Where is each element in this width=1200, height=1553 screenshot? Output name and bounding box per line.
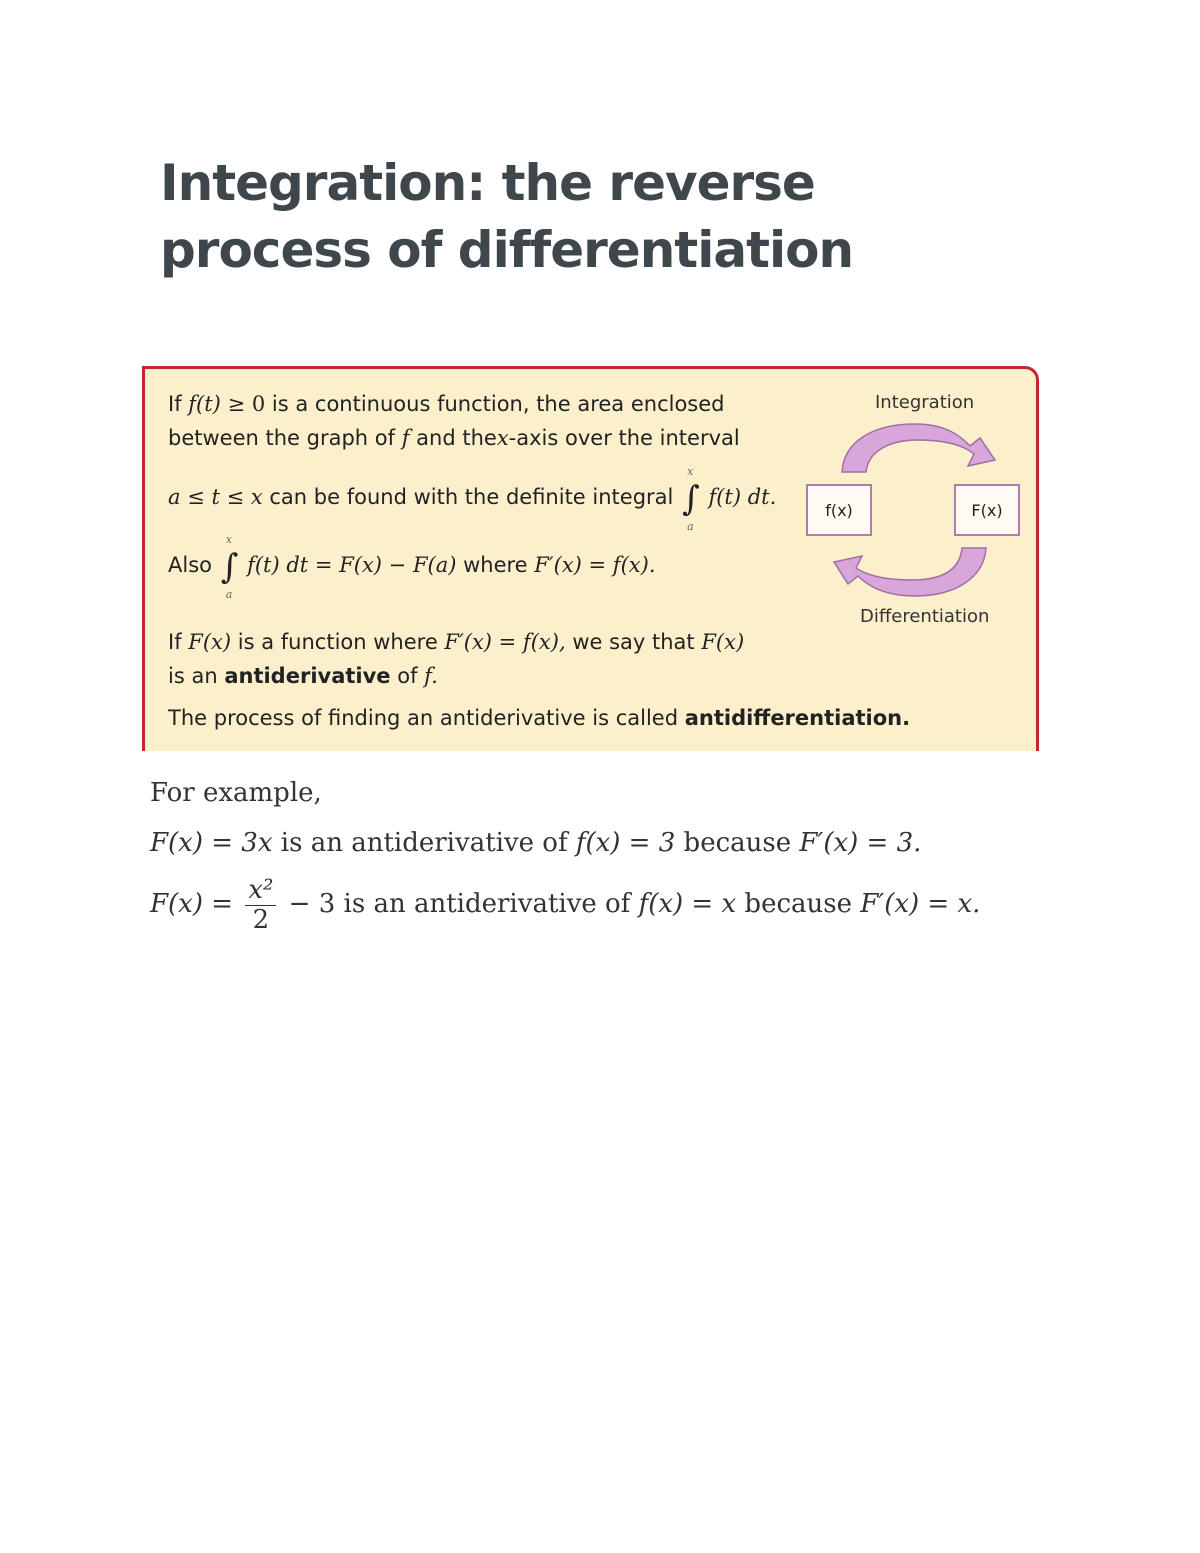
math-F-of-x: F(x) xyxy=(188,630,232,654)
integral-upper-limit-2: x xyxy=(225,533,232,546)
diagram-box-F: F(x) xyxy=(954,484,1020,536)
term-antidifferentiation: antidifferentiation. xyxy=(684,706,911,730)
text-of: of xyxy=(397,664,418,688)
definition-line-7 xyxy=(168,706,910,730)
example-2-text: is an antiderivative of xyxy=(343,889,631,920)
definition-line-1 xyxy=(168,392,725,416)
fraction-denominator: 2 xyxy=(252,904,270,935)
math-interval: a ≤ t ≤ x xyxy=(168,485,263,509)
math-f: f xyxy=(401,426,410,450)
example-2-derivative: F′(x) = x. xyxy=(860,889,981,920)
example-2-lhs: F(x) = xyxy=(150,889,234,920)
math-ftc: f(t) dt = F(x) − F(a) xyxy=(247,553,457,577)
text-if: If xyxy=(168,392,182,416)
definition-line-4 xyxy=(168,533,656,601)
integral-lower-limit-2: a xyxy=(225,588,233,601)
integral-upper-limit: x xyxy=(687,465,694,478)
page-title xyxy=(160,150,960,284)
math-f-2: f. xyxy=(424,664,438,688)
example-2 xyxy=(150,876,980,934)
math-derivative-condition: F′(x) = f(x). xyxy=(534,553,656,577)
example-1-derivative: F′(x) = 3. xyxy=(799,828,922,858)
diagram-label-integration: Integration xyxy=(875,392,975,413)
math-f-of-t: f(t) xyxy=(188,392,221,416)
integral-sign: ∫ x a xyxy=(682,465,700,533)
title-line-2: process of differentiation xyxy=(160,221,854,279)
example-1-because: because xyxy=(683,828,792,858)
examples-intro: For example, xyxy=(150,778,322,808)
example-2-minus: − 3 xyxy=(288,889,336,920)
fraction-numerator: x² xyxy=(245,876,276,906)
definition-line-5 xyxy=(168,630,744,654)
title-line-1: Integration: the reverse xyxy=(160,154,815,212)
text-axis-interval: -axis over the interval xyxy=(508,426,740,450)
example-1-lhs: F(x) = 3x xyxy=(150,828,273,858)
text-between-graph: between the graph of xyxy=(168,426,396,450)
math-ge-zero: ≥ 0 xyxy=(227,392,266,416)
example-1 xyxy=(150,828,921,858)
integral-lower-limit: a xyxy=(687,520,694,533)
math-integrand: f(t) dt. xyxy=(708,485,777,509)
integral-sign-2: ∫ x a xyxy=(220,533,239,601)
text-continuous-function: is a continuous function, the area enclosed xyxy=(271,392,725,416)
text-and-the: and the xyxy=(416,426,497,450)
text-also: Also xyxy=(168,553,212,577)
text-definite-integral: can be found with the definite integral xyxy=(269,485,674,509)
term-antiderivative: antiderivative xyxy=(224,664,391,688)
example-1-text: is an antiderivative of xyxy=(280,828,568,858)
fraction xyxy=(245,876,276,934)
diagram-box-f: f(x) xyxy=(806,484,872,536)
definition-line-3 xyxy=(168,465,777,533)
diagram-label-differentiation: Differentiation xyxy=(860,606,990,627)
text-we-say: we say that xyxy=(572,630,695,654)
text-process: The process of finding an antiderivative is called xyxy=(168,706,679,730)
text-is-an: is an xyxy=(168,664,218,688)
example-2-f: f(x) = x xyxy=(638,889,737,920)
math-F-of-x-2: F(x) xyxy=(701,630,745,654)
math-x: x xyxy=(496,426,509,450)
text-if-2: If xyxy=(168,630,182,654)
text-where: where xyxy=(463,553,528,577)
integration-differentiation-diagram xyxy=(800,388,1030,634)
integration-arrow xyxy=(842,424,995,472)
example-2-because: because xyxy=(744,889,852,920)
differentiation-arrow xyxy=(834,548,986,596)
text-is-a-function: is a function where xyxy=(237,630,438,654)
example-1-f: f(x) = 3 xyxy=(575,828,676,858)
definition-line-6 xyxy=(168,664,438,688)
definition-line-2 xyxy=(168,426,740,450)
math-derivative-condition-2: F′(x) = f(x), xyxy=(444,630,566,654)
